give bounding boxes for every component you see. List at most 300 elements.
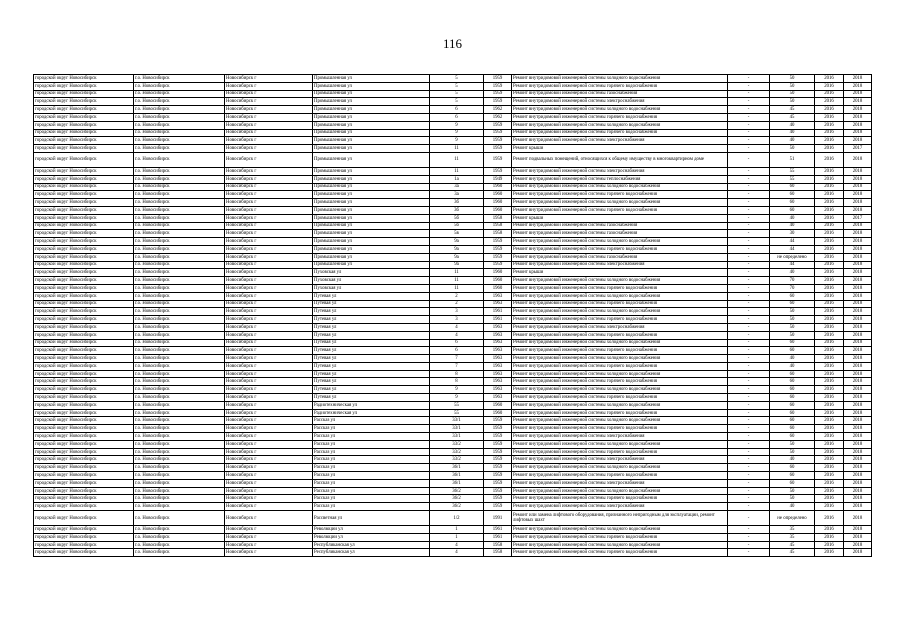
volume-cell: 50 xyxy=(770,323,815,331)
start-year-cell: 2016 xyxy=(815,503,844,511)
volume-cell: 50 xyxy=(770,487,815,495)
volume-cell: 45 xyxy=(770,549,815,557)
work-type-cell: Ремонт внутридомовой инженерной системы электроснабжения xyxy=(512,167,728,175)
street-cell: Радиотехническая ул xyxy=(313,401,430,409)
work-type-cell: Ремонт внутридомовой инженерной системы холодного водоснабжения xyxy=(512,183,728,191)
settlement-cell: г.о. Новосибирск xyxy=(134,549,225,557)
dash-cell: - xyxy=(728,464,770,472)
table-row xyxy=(34,206,872,214)
work-type-cell: Ремонт внутридомовой инженерной системы горячего водоснабжения xyxy=(512,549,728,557)
settlement-cell: г.о. Новосибирск xyxy=(134,487,225,495)
street-cell: Промышленная ул xyxy=(313,206,430,214)
city-cell: Новосибирск г xyxy=(225,214,313,222)
start-year-cell: 2016 xyxy=(815,222,844,230)
settlement-cell: г.о. Новосибирск xyxy=(134,277,225,285)
build-year-cell: 1963 xyxy=(484,300,512,308)
work-type-cell: Ремонт внутридомовой инженерной системы горячего водоснабжения xyxy=(512,331,728,339)
end-year-cell: 2018 xyxy=(844,75,872,83)
street-cell: Промышленная ул xyxy=(313,230,430,238)
municipality-cell: городской округ Новосибирск xyxy=(34,145,134,153)
dash-cell: - xyxy=(728,261,770,269)
house-number-cell: 5б xyxy=(430,222,484,230)
work-type-cell: Ремонт внутридомовой инженерной системы газоснабжения xyxy=(512,222,728,230)
house-number-cell: 55 xyxy=(430,409,484,417)
volume-cell: 50 xyxy=(770,448,815,456)
work-type-cell: Ремонт внутридомовой инженерной системы газоснабжения xyxy=(512,230,728,238)
dash-cell: - xyxy=(728,394,770,402)
start-year-cell: 2016 xyxy=(815,121,844,129)
table-row xyxy=(34,433,872,441)
dash-cell: - xyxy=(728,129,770,137)
municipality-cell: городской округ Новосибирск xyxy=(34,253,134,261)
start-year-cell: 2016 xyxy=(815,284,844,292)
settlement-cell: г.о. Новосибирск xyxy=(134,121,225,129)
city-cell: Новосибирск г xyxy=(225,526,313,534)
end-year-cell: 2018 xyxy=(844,82,872,90)
table-row xyxy=(34,230,872,238)
table-row xyxy=(34,98,872,106)
table-row xyxy=(34,308,872,316)
city-cell: Новосибирск г xyxy=(225,541,313,549)
street-cell: Республиканская ул xyxy=(313,541,430,549)
build-year-cell: 1958 xyxy=(484,222,512,230)
settlement-cell: г.о. Новосибирск xyxy=(134,401,225,409)
work-type-cell: Ремонт внутридомовой инженерной системы газоснабжения xyxy=(512,253,728,261)
volume-cell: 60 xyxy=(770,472,815,480)
street-cell: Промышленная ул xyxy=(313,261,430,269)
work-type-cell: Ремонт крыши xyxy=(512,214,728,222)
settlement-cell: г.о. Новосибирск xyxy=(134,230,225,238)
street-cell: Промышленная ул xyxy=(313,175,430,183)
settlement-cell: г.о. Новосибирск xyxy=(134,409,225,417)
end-year-cell: 2018 xyxy=(844,401,872,409)
volume-cell: 51 xyxy=(770,152,815,167)
volume-cell: 45 xyxy=(770,106,815,114)
end-year-cell: 2018 xyxy=(844,417,872,425)
settlement-cell: г.о. Новосибирск xyxy=(134,199,225,207)
city-cell: Новосибирск г xyxy=(225,292,313,300)
municipality-cell: городской округ Новосибирск xyxy=(34,433,134,441)
street-cell: Рассветная ул xyxy=(313,511,430,526)
municipality-cell: городской округ Новосибирск xyxy=(34,113,134,121)
dash-cell: - xyxy=(728,82,770,90)
table-row xyxy=(34,417,872,425)
municipality-cell: городской округ Новосибирск xyxy=(34,448,134,456)
street-cell: Пуховская ул xyxy=(313,269,430,277)
settlement-cell: г.о. Новосибирск xyxy=(134,533,225,541)
street-cell: Путевая ул xyxy=(313,300,430,308)
start-year-cell: 2016 xyxy=(815,316,844,324)
street-cell: Путевая ул xyxy=(313,316,430,324)
city-cell: Новосибирск г xyxy=(225,206,313,214)
end-year-cell: 2018 xyxy=(844,284,872,292)
end-year-cell: 2018 xyxy=(844,464,872,472)
dash-cell: - xyxy=(728,339,770,347)
house-number-cell: 55 xyxy=(430,401,484,409)
build-year-cell: 1963 xyxy=(484,362,512,370)
table-row xyxy=(34,277,872,285)
work-type-cell: Ремонт внутридомовой инженерной системы горячего водоснабжения xyxy=(512,394,728,402)
build-year-cell: 1960 xyxy=(484,199,512,207)
settlement-cell: г.о. Новосибирск xyxy=(134,253,225,261)
house-number-cell: 3а xyxy=(430,191,484,199)
table-row xyxy=(34,440,872,448)
start-year-cell: 2016 xyxy=(815,113,844,121)
end-year-cell: 2018 xyxy=(844,370,872,378)
end-year-cell: 2018 xyxy=(844,121,872,129)
table-row xyxy=(34,261,872,269)
settlement-cell: г.о. Новосибирск xyxy=(134,456,225,464)
end-year-cell: 2018 xyxy=(844,206,872,214)
table-row xyxy=(34,511,872,526)
volume-cell: 50 xyxy=(770,75,815,83)
end-year-cell: 2018 xyxy=(844,425,872,433)
house-number-cell: 9а xyxy=(430,245,484,253)
house-number-cell: 11 xyxy=(430,167,484,175)
volume-cell: 40 xyxy=(770,214,815,222)
city-cell: Новосибирск г xyxy=(225,417,313,425)
street-cell: Промышленная ул xyxy=(313,75,430,83)
build-year-cell: 1959 xyxy=(484,261,512,269)
city-cell: Новосибирск г xyxy=(225,323,313,331)
house-number-cell: 8 xyxy=(430,370,484,378)
street-cell: Путевая ул xyxy=(313,362,430,370)
volume-cell: 50 xyxy=(770,98,815,106)
table-row xyxy=(34,167,872,175)
street-cell: Промышленная ул xyxy=(313,98,430,106)
municipality-cell: городской округ Новосибирск xyxy=(34,292,134,300)
city-cell: Новосибирск г xyxy=(225,253,313,261)
start-year-cell: 2016 xyxy=(815,355,844,363)
dash-cell: - xyxy=(728,370,770,378)
start-year-cell: 2016 xyxy=(815,300,844,308)
work-type-cell: Ремонт крыши xyxy=(512,145,728,153)
dash-cell: - xyxy=(728,137,770,145)
municipality-cell: городской округ Новосибирск xyxy=(34,440,134,448)
municipality-cell: городской округ Новосибирск xyxy=(34,511,134,526)
volume-cell: 50 xyxy=(770,316,815,324)
work-type-cell: Ремонт внутридомовой инженерной системы электроснабжения xyxy=(512,433,728,441)
table-row xyxy=(34,269,872,277)
end-year-cell: 2018 xyxy=(844,526,872,534)
work-type-cell: Ремонт внутридомовой инженерной системы холодного водоснабжения xyxy=(512,238,728,246)
volume-cell: 40 xyxy=(770,456,815,464)
dash-cell: - xyxy=(728,106,770,114)
street-cell: Путевая ул xyxy=(313,331,430,339)
house-number-cell: 36/1 xyxy=(430,472,484,480)
house-number-cell: 5в xyxy=(430,230,484,238)
start-year-cell: 2016 xyxy=(815,409,844,417)
end-year-cell: 2018 xyxy=(844,503,872,511)
start-year-cell: 2016 xyxy=(815,386,844,394)
city-cell: Новосибирск г xyxy=(225,316,313,324)
table-row xyxy=(34,113,872,121)
dash-cell: - xyxy=(728,347,770,355)
table-row xyxy=(34,129,872,137)
street-cell: Путевая ул xyxy=(313,370,430,378)
house-number-cell: 36/1 xyxy=(430,464,484,472)
start-year-cell: 2016 xyxy=(815,456,844,464)
dash-cell: - xyxy=(728,98,770,106)
start-year-cell: 2016 xyxy=(815,277,844,285)
table-row xyxy=(34,386,872,394)
work-type-cell: Ремонт внутридомовой инженерной системы горячего водоснабжения xyxy=(512,448,728,456)
volume-cell: не определено xyxy=(770,253,815,261)
volume-cell: 60 xyxy=(770,464,815,472)
work-type-cell: Ремонт внутридомовой инженерной системы горячего водоснабжения xyxy=(512,425,728,433)
work-type-cell: Ремонт внутридомовой инженерной системы холодного водоснабжения xyxy=(512,75,728,83)
build-year-cell: 1959 xyxy=(484,425,512,433)
municipality-cell: городской округ Новосибирск xyxy=(34,425,134,433)
build-year-cell: 1963 xyxy=(484,394,512,402)
start-year-cell: 2016 xyxy=(815,495,844,503)
start-year-cell: 2016 xyxy=(815,206,844,214)
dash-cell: - xyxy=(728,90,770,98)
start-year-cell: 2016 xyxy=(815,75,844,83)
dash-cell: - xyxy=(728,145,770,153)
house-number-cell: 33/1 xyxy=(430,433,484,441)
municipality-cell: городской округ Новосибирск xyxy=(34,98,134,106)
build-year-cell: 1959 xyxy=(484,479,512,487)
settlement-cell: г.о. Новосибирск xyxy=(134,129,225,137)
table-row xyxy=(34,503,872,511)
settlement-cell: г.о. Новосибирск xyxy=(134,370,225,378)
table-row xyxy=(34,253,872,261)
street-cell: Промышленная ул xyxy=(313,253,430,261)
dash-cell: - xyxy=(728,323,770,331)
work-type-cell: Ремонт внутридомовой инженерной системы холодного водоснабжения xyxy=(512,292,728,300)
house-number-cell: 36/2 xyxy=(430,495,484,503)
end-year-cell: 2018 xyxy=(844,245,872,253)
municipality-cell: городской округ Новосибирск xyxy=(34,355,134,363)
municipality-cell: городской округ Новосибирск xyxy=(34,533,134,541)
build-year-cell: 1991 xyxy=(484,511,512,526)
dash-cell: - xyxy=(728,331,770,339)
dash-cell: - xyxy=(728,175,770,183)
municipality-cell: городской округ Новосибирск xyxy=(34,90,134,98)
municipality-cell: городской округ Новосибирск xyxy=(34,300,134,308)
table-row xyxy=(34,300,872,308)
volume-cell: 60 xyxy=(770,401,815,409)
house-number-cell: 7 xyxy=(430,355,484,363)
municipality-cell: городской округ Новосибирск xyxy=(34,245,134,253)
city-cell: Новосибирск г xyxy=(225,261,313,269)
start-year-cell: 2016 xyxy=(815,464,844,472)
table-row xyxy=(34,152,872,167)
build-year-cell: 1959 xyxy=(484,75,512,83)
dash-cell: - xyxy=(728,386,770,394)
city-cell: Новосибирск г xyxy=(225,75,313,83)
house-number-cell: 33/1 xyxy=(430,425,484,433)
settlement-cell: г.о. Новосибирск xyxy=(134,511,225,526)
volume-cell: 40 xyxy=(770,121,815,129)
start-year-cell: 2016 xyxy=(815,261,844,269)
end-year-cell: 2018 xyxy=(844,129,872,137)
work-type-cell: Ремонт внутридомовой инженерной системы горячего водоснабжения xyxy=(512,245,728,253)
city-cell: Новосибирск г xyxy=(225,394,313,402)
work-type-cell: Ремонт подвальных помещений, относящихся к общему имуществу в многоквартирном доме xyxy=(512,152,728,167)
build-year-cell: 1959 xyxy=(484,253,512,261)
table-row xyxy=(34,90,872,98)
house-number-cell: 33/1 xyxy=(430,417,484,425)
dash-cell: - xyxy=(728,425,770,433)
table-row xyxy=(34,75,872,83)
build-year-cell: 1963 xyxy=(484,355,512,363)
city-cell: Новосибирск г xyxy=(225,448,313,456)
start-year-cell: 2016 xyxy=(815,214,844,222)
table-row xyxy=(34,137,872,145)
city-cell: Новосибирск г xyxy=(225,464,313,472)
end-year-cell: 2018 xyxy=(844,167,872,175)
municipality-cell: городской округ Новосибирск xyxy=(34,183,134,191)
start-year-cell: 2016 xyxy=(815,347,844,355)
street-cell: Рассказ ул xyxy=(313,440,430,448)
municipality-cell: городской округ Новосибирск xyxy=(34,401,134,409)
volume-cell: 40 xyxy=(770,362,815,370)
start-year-cell: 2016 xyxy=(815,129,844,137)
work-type-cell: Ремонт внутридомовой инженерной системы горячего водоснабжения xyxy=(512,129,728,137)
dash-cell: - xyxy=(728,401,770,409)
end-year-cell: 2018 xyxy=(844,541,872,549)
street-cell: Рассказ ул xyxy=(313,448,430,456)
dash-cell: - xyxy=(728,472,770,480)
build-year-cell: 1963 xyxy=(484,378,512,386)
end-year-cell: 2018 xyxy=(844,386,872,394)
volume-cell: 40 xyxy=(770,129,815,137)
city-cell: Новосибирск г xyxy=(225,129,313,137)
dash-cell: - xyxy=(728,121,770,129)
street-cell: Промышленная ул xyxy=(313,90,430,98)
settlement-cell: г.о. Новосибирск xyxy=(134,214,225,222)
municipality-cell: городской округ Новосибирск xyxy=(34,106,134,114)
volume-cell: 60 xyxy=(770,206,815,214)
volume-cell: 55 xyxy=(770,175,815,183)
street-cell: Путевая ул xyxy=(313,323,430,331)
house-number-cell: 1 xyxy=(430,533,484,541)
build-year-cell: 1961 xyxy=(484,533,512,541)
street-cell: Рассказ ул xyxy=(313,464,430,472)
start-year-cell: 2016 xyxy=(815,199,844,207)
start-year-cell: 2016 xyxy=(815,331,844,339)
work-type-cell: Ремонт внутридомовой инженерной системы холодного водоснабжения xyxy=(512,417,728,425)
build-year-cell: 1960 xyxy=(484,277,512,285)
dash-cell: - xyxy=(728,230,770,238)
end-year-cell: 2018 xyxy=(844,98,872,106)
city-cell: Новосибирск г xyxy=(225,425,313,433)
end-year-cell: 2018 xyxy=(844,175,872,183)
house-number-cell: 36/2 xyxy=(430,503,484,511)
settlement-cell: г.о. Новосибирск xyxy=(134,222,225,230)
dash-cell: - xyxy=(728,448,770,456)
build-year-cell: 1959 xyxy=(484,152,512,167)
table-row xyxy=(34,175,872,183)
start-year-cell: 2016 xyxy=(815,167,844,175)
street-cell: Революции ул xyxy=(313,533,430,541)
start-year-cell: 2016 xyxy=(815,417,844,425)
house-number-cell: 6 xyxy=(430,339,484,347)
house-number-cell: 4 xyxy=(430,323,484,331)
build-year-cell: 1959 xyxy=(484,464,512,472)
municipality-cell: городской округ Новосибирск xyxy=(34,191,134,199)
end-year-cell: 2018 xyxy=(844,533,872,541)
house-number-cell: 1 xyxy=(430,526,484,534)
work-type-cell: Ремонт внутридомовой инженерной системы холодного водоснабжения xyxy=(512,541,728,549)
end-year-cell: 2018 xyxy=(844,253,872,261)
house-number-cell: 4 xyxy=(430,331,484,339)
street-cell: Путевая ул xyxy=(313,308,430,316)
settlement-cell: г.о. Новосибирск xyxy=(134,378,225,386)
volume-cell: 60 xyxy=(770,394,815,402)
start-year-cell: 2016 xyxy=(815,526,844,534)
table-row xyxy=(34,323,872,331)
dash-cell: - xyxy=(728,549,770,557)
house-number-cell: 11 xyxy=(430,152,484,167)
settlement-cell: г.о. Новосибирск xyxy=(134,386,225,394)
city-cell: Новосибирск г xyxy=(225,284,313,292)
works-table-container xyxy=(33,74,871,557)
work-type-cell: Ремонт внутридомовой инженерной системы горячего водоснабжения xyxy=(512,347,728,355)
dash-cell: - xyxy=(728,292,770,300)
work-type-cell: Ремонт внутридомовой инженерной системы горячего водоснабжения xyxy=(512,191,728,199)
start-year-cell: 2016 xyxy=(815,145,844,153)
volume-cell: 50 xyxy=(770,90,815,98)
volume-cell: 60 xyxy=(770,199,815,207)
table-row xyxy=(34,362,872,370)
build-year-cell: 1959 xyxy=(484,137,512,145)
settlement-cell: г.о. Новосибирск xyxy=(134,183,225,191)
house-number-cell: 3б xyxy=(430,206,484,214)
municipality-cell: городской округ Новосибирск xyxy=(34,456,134,464)
start-year-cell: 2016 xyxy=(815,238,844,246)
city-cell: Новосибирск г xyxy=(225,456,313,464)
table-row xyxy=(34,292,872,300)
street-cell: Путевая ул xyxy=(313,292,430,300)
settlement-cell: г.о. Новосибирск xyxy=(134,347,225,355)
dash-cell: - xyxy=(728,456,770,464)
build-year-cell: 1963 xyxy=(484,292,512,300)
street-cell: Пуховская ул xyxy=(313,284,430,292)
volume-cell: 50 xyxy=(770,331,815,339)
start-year-cell: 2016 xyxy=(815,106,844,114)
build-year-cell: 1959 xyxy=(484,90,512,98)
table-row xyxy=(34,199,872,207)
settlement-cell: г.о. Новосибирск xyxy=(134,464,225,472)
start-year-cell: 2016 xyxy=(815,440,844,448)
work-type-cell: Ремонт внутридомовой инженерной системы холодного водоснабжения xyxy=(512,386,728,394)
volume-cell: 44 xyxy=(770,261,815,269)
city-cell: Новосибирск г xyxy=(225,300,313,308)
start-year-cell: 2016 xyxy=(815,339,844,347)
start-year-cell: 2016 xyxy=(815,90,844,98)
volume-cell: 40 xyxy=(770,222,815,230)
table-row xyxy=(34,238,872,246)
capital-repair-works-table xyxy=(33,74,872,557)
volume-cell: 60 xyxy=(770,433,815,441)
build-year-cell: 1963 xyxy=(484,323,512,331)
settlement-cell: г.о. Новосибирск xyxy=(134,479,225,487)
municipality-cell: городской округ Новосибирск xyxy=(34,175,134,183)
volume-cell: 55 xyxy=(770,167,815,175)
build-year-cell: 1963 xyxy=(484,347,512,355)
dash-cell: - xyxy=(728,152,770,167)
street-cell: Радиотехническая ул xyxy=(313,409,430,417)
build-year-cell: 1959 xyxy=(484,487,512,495)
municipality-cell: городской округ Новосибирск xyxy=(34,121,134,129)
settlement-cell: г.о. Новосибирск xyxy=(134,355,225,363)
end-year-cell: 2018 xyxy=(844,222,872,230)
city-cell: Новосибирск г xyxy=(225,487,313,495)
house-number-cell: 7 xyxy=(430,362,484,370)
